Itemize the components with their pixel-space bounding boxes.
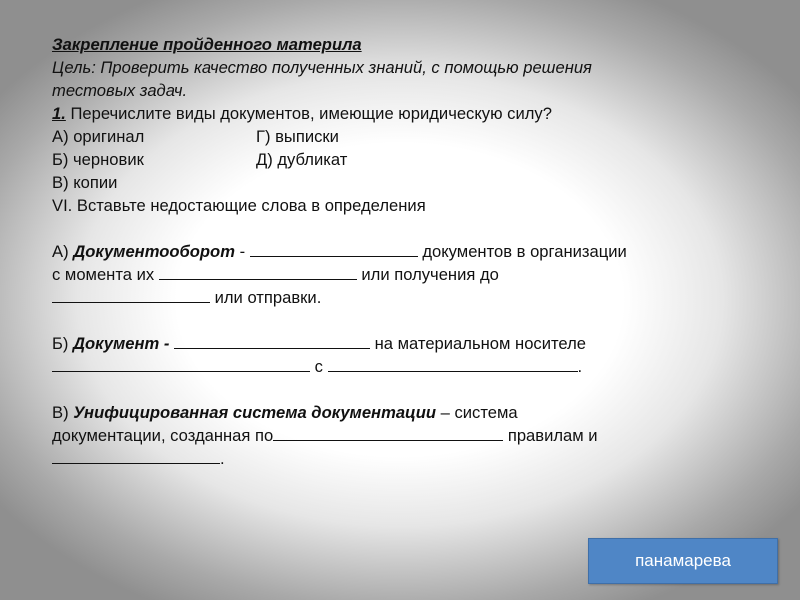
definition-a-text-2: с момента их <box>52 265 159 284</box>
definition-c-text-2: документации, созданная по <box>52 426 274 445</box>
option-v: В) копии <box>52 173 118 192</box>
question-1 <box>52 102 752 125</box>
spacer <box>52 378 752 401</box>
blank-a2 <box>159 263 357 280</box>
author-button[interactable]: панамарева <box>588 538 778 584</box>
goal-line-1: Цель: Проверить качество полученных знаний, с помощью решения <box>52 58 592 77</box>
definition-a-text-3: или получения до <box>356 265 499 284</box>
definition-b-text-2: с <box>310 357 328 376</box>
spacer <box>52 217 752 240</box>
definition-b-line-2 <box>52 355 752 378</box>
question-1-text: Перечислите виды документов, имеющие юридическую силу? <box>65 104 552 123</box>
definition-a-text-4: или отправки. <box>210 288 322 307</box>
options-row-1 <box>52 125 752 148</box>
definition-a-line-2 <box>52 263 752 286</box>
definition-c-term: Унифицированная система документации <box>73 403 437 422</box>
definition-a-term: Документооборот <box>73 242 235 261</box>
option-b: Б) черновик <box>52 150 144 169</box>
blank-b2 <box>52 355 310 372</box>
goal-line-2: тестовых задач. <box>52 81 188 100</box>
definition-c-line-1 <box>52 401 752 424</box>
definition-b-line-1 <box>52 332 752 355</box>
blank-b1 <box>174 332 370 349</box>
definition-b-text-1: на материальном носителе <box>370 334 586 353</box>
definition-c-text-3: правилам и <box>503 426 598 445</box>
option-d: Д) дубликат <box>256 150 348 169</box>
definition-c-text-1: – система <box>436 403 518 422</box>
definition-c-line-3 <box>52 447 752 470</box>
slide-heading: Закрепление пройденного материла <box>52 35 362 54</box>
blank-a1 <box>250 240 418 257</box>
definition-c-text-4: . <box>220 449 225 468</box>
blank-b3 <box>328 355 578 372</box>
blank-a3 <box>52 286 210 303</box>
options-row-2 <box>52 148 752 171</box>
question-6: VI. Вставьте недостающие слова в определения <box>52 196 426 215</box>
slide-content <box>52 33 752 470</box>
definition-a-prefix: А) <box>52 242 74 261</box>
option-a: А) оригинал <box>52 127 145 146</box>
definition-b-text-3: . <box>577 357 583 376</box>
definition-b-term: Документ - <box>73 334 175 353</box>
definition-a-dash: - <box>234 242 250 261</box>
definition-a-line-1 <box>52 240 752 263</box>
blank-c2 <box>52 447 220 464</box>
definition-a-line-3 <box>52 286 752 309</box>
option-g: Г) выписки <box>256 127 339 146</box>
definition-c-line-2 <box>52 424 752 447</box>
definition-c-prefix: В) <box>52 403 74 422</box>
definition-b-prefix: Б) <box>52 334 74 353</box>
spacer <box>52 309 752 332</box>
blank-c1 <box>273 424 503 441</box>
definition-a-text-1: документов в организации <box>417 242 627 261</box>
question-1-number: 1. <box>52 104 66 123</box>
